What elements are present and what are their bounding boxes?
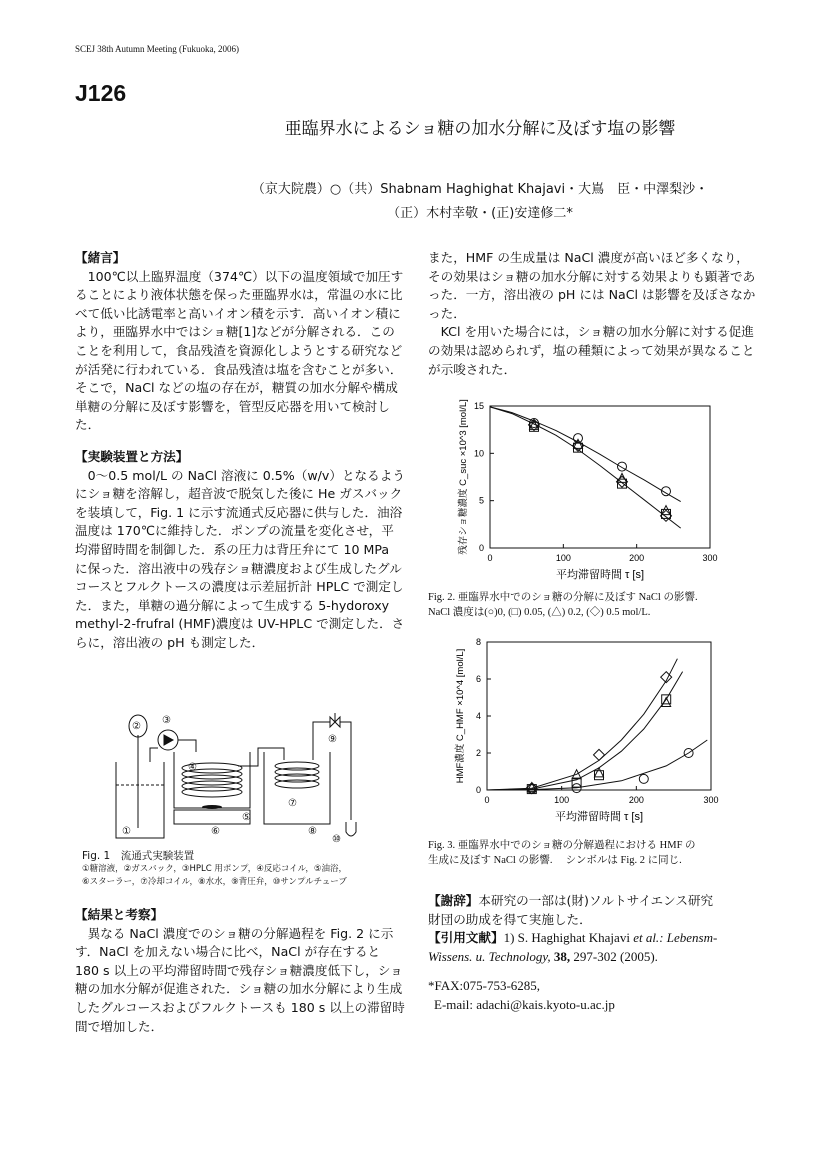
ref-volume: 38,: [550, 948, 571, 964]
ref-etal: et al.: [633, 930, 660, 946]
y-tick-label: 0: [475, 785, 481, 795]
x-axis-label: 平均滞留時間 τ [s]: [555, 569, 645, 581]
y-tick-label: 15: [473, 401, 484, 411]
marker-5: ⑤: [242, 812, 251, 823]
y-tick-label: 4: [475, 711, 481, 721]
ref-pages: 297-302 (2005).: [570, 948, 658, 964]
marker-8: ⑧: [308, 826, 317, 837]
intro-heading: 【緒言】: [75, 250, 126, 265]
ref-author: 1) S. Haghighat Khajavi: [503, 930, 634, 946]
x-tick-label: 0: [487, 553, 493, 563]
plot-frame: [490, 406, 710, 548]
marker-10: ⑩: [332, 834, 341, 845]
fit-curve: [487, 659, 677, 790]
x-axis-label: 平均滞留時間 τ [s]: [554, 811, 644, 823]
paper-title: 亜臨界水によるショ糖の加水分解に及ぼす塩の影響: [284, 119, 676, 139]
methods-heading: 【実験装置と方法】: [75, 448, 189, 464]
x-tick-label: 200: [629, 553, 645, 563]
data-point-circle: [639, 774, 648, 783]
fig1-caption: [82, 850, 412, 889]
y-tick-label: 0: [478, 543, 484, 553]
marker-6: ⑥: [211, 826, 220, 837]
left-column-text: [75, 249, 405, 652]
results-section: [75, 906, 405, 1036]
refs-label: 【引用文献】: [428, 930, 504, 946]
results-paragraph-3: KCl を用いた場合には，ショ糖の加水分解に対する促進の効果は認められず，塩の種類によって効果が異なることが示唆された．: [428, 324, 755, 377]
authors-line-1: （京大院農）○（共）Shabnam Haghighat Khajavi・大嶌 臣・中澤梨沙・: [251, 182, 709, 197]
ref-line-2: [428, 948, 768, 967]
fig1-caption-line-2: ⑥スターラー，⑦冷却コイル，⑧水水，⑨背圧弁，⑩サンプルチューブ: [82, 877, 347, 887]
fig2-caption-line-2: NaCl 濃度は(○)0, (□) 0.05, (△) 0.2, (◇) 0.5 mol/L.: [428, 607, 651, 618]
y-tick-label: 5: [478, 495, 484, 506]
x-tick-label: 100: [554, 795, 570, 805]
fig3-chart: [440, 636, 740, 836]
ack-line-2: 財団の助成を得て実施した．: [428, 911, 592, 927]
marker-4: ④: [188, 762, 197, 773]
stirrer: [174, 810, 250, 824]
data-point-triangle: [618, 473, 627, 482]
marker-1: ①: [122, 826, 131, 837]
ack-text-1: 本研究の一部は(財)ソルトサイエンス研究: [478, 893, 714, 908]
x-tick-label: 100: [555, 553, 571, 563]
results-heading: 【結果と考察】: [75, 907, 164, 922]
authors-line-2: （正）木村幸敬・(正)安達修二*: [387, 206, 573, 221]
x-tick-label: 0: [484, 795, 490, 805]
ref-line-1: [428, 929, 768, 948]
fig3-caption-line-2: 生成に及ぼす NaCl の影響. シンボルは Fig. 2 に同じ.: [428, 855, 682, 866]
author-list: [150, 178, 810, 226]
marker-9: ⑨: [328, 734, 337, 745]
cooling-coil: [275, 762, 319, 788]
ack-refs-section: [428, 892, 768, 966]
data-point-diamond: [594, 749, 605, 760]
fig3-caption-line-1: Fig. 3. 亜臨界水中でのショ糖の分解過程における HMF の: [428, 840, 696, 851]
fit-curve: [487, 672, 683, 790]
y-tick-label: 8: [475, 637, 481, 647]
fig1-caption-line-1: ①糖溶液，②ガスバック，③HPLC 用ポンプ，④反応コイル，⑤油浴，: [82, 864, 348, 874]
fig3-caption: [428, 838, 768, 868]
y-tick-label: 6: [475, 674, 481, 684]
fax: *FAX:075-753-6285,: [428, 978, 541, 993]
results-paragraph-1: 異なる NaCl 濃度でのショ糖の分解過程を Fig. 2 に示す．NaCl を加えない場合に比べ，NaCl が存在すると 180 s 以上の平均滞留時間で残存ショ糖濃度低下し，ショ糖の加水分解が促進された．ショ糖の加水分解により生成したグルコースおよびフルクトースも 180 s 以上の滞留時間で増加した．: [75, 925, 405, 1034]
y-tick-label: 10: [473, 448, 484, 459]
ack-label: 【謝辞】: [428, 893, 479, 908]
y-tick-label: 2: [475, 748, 481, 758]
fit-curve: [487, 740, 707, 790]
x-tick-label: 300: [702, 553, 718, 563]
data-point-circle: [618, 462, 627, 471]
fig2-caption-line-1: Fig. 2. 亜臨界水中でのショ糖の分解に及ぼす NaCl の影響.: [428, 592, 698, 603]
ack-line-1: [428, 892, 768, 911]
marker-7: ⑦: [288, 798, 297, 809]
y-axis-label: HMF濃度 C_HMF ×10^4 [mol/L]: [455, 648, 466, 784]
fit-curve: [490, 407, 681, 502]
right-column-text: [428, 249, 758, 379]
y-axis-label: 残存ショ糖濃度 C_suc ×10^3 [mol/L]: [458, 399, 469, 555]
results-paragraph-2: また，HMF の生成量は NaCl 濃度が高いほど多くなり，その効果はショ糖の加水分解に対する効果よりも顕著であった．一方，溶出液の pH には NaCl は影響を及ぼさなかった．: [428, 250, 756, 321]
fig2-caption: [428, 590, 768, 620]
intro-paragraph: 100℃以上臨界温度（374℃）以下の温度領域で加圧することにより液体状態を保った亜臨界水は，常温の水に比べて低い比誘電率と高いイオン積を示す．高いイオン積により，亜臨界水中ではショ糖[1]などが分解される．このことを利用して，食品残渣を資源化しようとする研究などが活発に行われている．食品残渣は塩を含むことが多い．そこで，NaCl などの塩の存在が，糖質の加水分解や構成単糖の分解に及ぼす影響を，管型反応器を用いて検討した．: [75, 268, 404, 433]
email: E-mail: adachi@kais.kyoto-u.ac.jp: [434, 997, 615, 1012]
methods-paragraph: 0〜0.5 mol/L の NaCl 溶液に 0.5%（w/v）となるようにショ糖を溶解し，超音波で脱気した後に He ガスバックを装填して，Fig. 1 に示す流通式反応器に供与した．油浴温度は 170℃に維持した．ポンプの流量を変化させ，平均滞留時間を制御した．系の圧力は背圧弁にて 10 MPa に保った．溶出液中の残存ショ糖濃度および生成したグルコースとフルクトースの濃度は示差屈折計 HPLC で測定した．また，単糖の過分解によって生成する 5-hydoroxy methyl-2-frufral (HMF)濃度は UV-HPLC で測定した．さらに，溶出液の pH も測定した．: [75, 467, 405, 650]
meeting-header: SCEJ 38th Autumn Meeting (Fukuoka, 2006): [75, 44, 239, 54]
oil-bath: [174, 752, 250, 808]
fit-curve: [490, 407, 681, 528]
fig2-chart: [440, 396, 740, 586]
marker-3: ③: [162, 715, 171, 726]
ref-journal-1: : Lebensm-: [659, 930, 718, 946]
apparatus-diagram: [108, 710, 373, 845]
sample-tube: [346, 822, 356, 836]
paper-code: J126: [75, 80, 127, 106]
x-tick-label: 200: [628, 795, 644, 805]
data-point-circle: [574, 434, 583, 443]
x-tick-label: 300: [703, 795, 719, 805]
ref-journal-2: Wissens. u. Technology,: [428, 948, 551, 964]
marker-2: ②: [132, 721, 141, 732]
contact-info: [428, 976, 615, 1014]
fig1-caption-label: Fig. 1 流通式実験装置: [82, 850, 195, 862]
